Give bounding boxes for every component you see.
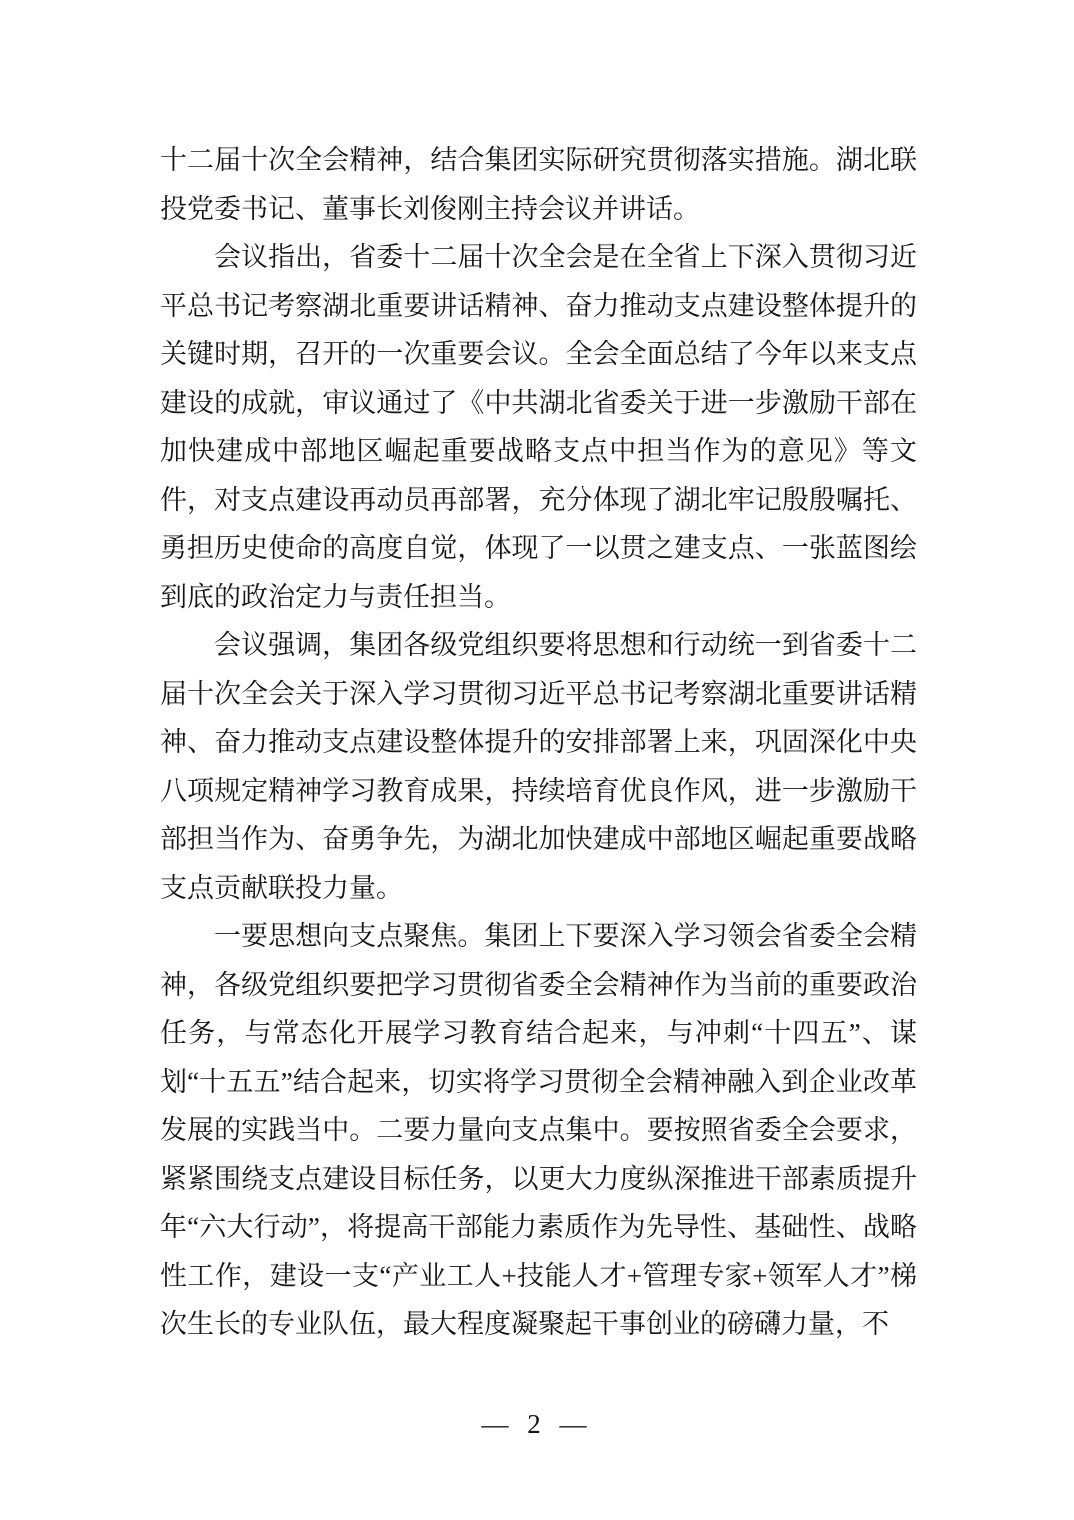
document-body [160, 136, 917, 1349]
paragraph-continuation: 十二届十次全会精神，结合集团实际研究贯彻落实措施。湖北联投党委书记、董事长刘俊刚主持会议并讲话。 [160, 145, 917, 224]
page-number: — 2 — [481, 1409, 593, 1439]
paragraph-first-second-requirements: 一要思想向支点聚焦。集团上下要深入学习领会省委全会精神，各级党组织要把学习贯彻省委全会精神作为当前的重要政治任务，与常态化开展学习教育结合起来，与冲刺“十四五”、谋划“十五五”结合起来，切实将学习贯彻全会精神融入到企业改革发展的实践当中。二要力量向支点集中。要按照省委全会要求，紧紧围绕支点建设目标任务，以更大力度纵深推进干部素质提升年“六大行动”，将提高干部能力素质作为先导性、基础性、战略性工作，建设一支“产业工人+技能人才+管理专家+领军人才”梯次生长的专业队伍，最大程度凝聚起干事创业的磅礴力量，不 [160, 921, 917, 1339]
paragraph-meeting-pointed-out: 会议指出，省委十二届十次全会是在全省上下深入贯彻习近平总书记考察湖北重要讲话精神、奋力推动支点建设整体提升的关键时期，召开的一次重要会议。全会全面总结了今年以来支点建设的成就，审议通过了《中共湖北省委关于进一步激励干部在加快建成中部地区崛起重要战略支点中担当作为的意见》等文件，对支点建设再动员再部署，充分体现了湖北牢记殷殷嘱托、勇担历史使命的高度自觉，体现了一以贯之建支点、一张蓝图绘到底的政治定力与责任担当。 [160, 242, 917, 612]
paragraph-meeting-emphasized: 会议强调，集团各级党组织要将思想和行动统一到省委十二届十次全会关于深入学习贯彻习近平总书记考察湖北重要讲话精神、奋力推动支点建设整体提升的安排部署上来，巩固深化中央八项规定精神学习教育成果，持续培育优良作风，进一步激励干部担当作为、奋勇争先，为湖北加快建成中部地区崛起重要战略支点贡献联投力量。 [160, 630, 917, 903]
